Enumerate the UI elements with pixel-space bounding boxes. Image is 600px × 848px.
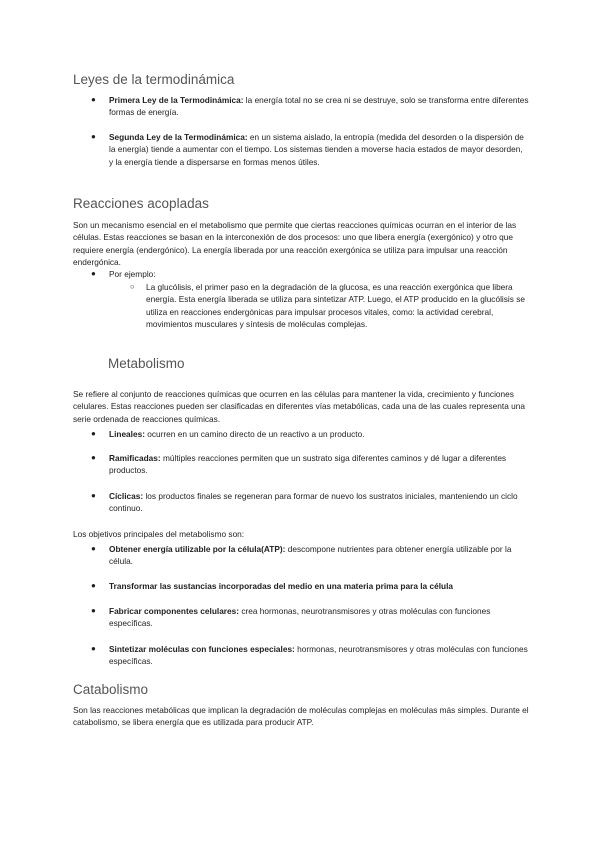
paragraph-objetivos-intro: Los objetivos principales del metabolismo son: [73,529,245,539]
heading-reacciones: Reacciones acopladas [73,196,209,211]
bullet-icon: ● [91,644,96,653]
heading-metabolismo: Metabolismo [108,356,185,371]
list-item-lineales: Lineales: ocurren en un camino directo de un reactivo a un producto. [109,429,365,439]
bullet-icon: ● [91,269,96,278]
list-item-obtener-energia: Obtener energía utilizable por la célula(ATP): descompone nutrientes para obtener energía utilizable por la célula. [109,544,512,567]
heading-leyes: Leyes de la termodinámica [73,72,235,87]
list-item-por-ejemplo: Por ejemplo: [109,269,156,279]
paragraph-reacciones: Son un mecanismo esencial en el metabolismo que permite que ciertas reacciones químicas ocurran en el interior de las células. Estas reacciones se basan en la interconexión de dos procesos: uno que libera energía (exergónico) y otro que requiere energía (endergónico). La energía liberada por una reacción exergónica se utiliza para impulsar una reacción endergónica. [73,220,517,267]
bullet-icon: ● [91,491,96,500]
list-item-primera-ley: Primera Ley de la Termodinámica: la energía total no se crea ni se destruye, solo se transforma entre diferentes formas de energía. [109,95,529,118]
list-item-ramificadas: Ramificadas: múltiples reacciones permiten que un sustrato siga diferentes caminos y dé lugar a diferentes productos. [109,453,507,476]
bullet-icon: ● [91,581,96,590]
paragraph-metabolismo: Se refiere al conjunto de reacciones químicas que ocurren en las células para mantener la vida, crecimiento y funciones celulares. Estas reacciones pueden ser clasificadas en diferentes vías metabólicas, cada una de las cuales representa una serie ordenada de reacciones químicas. [73,389,525,424]
bullet-icon: ● [91,95,96,104]
bullet-icon: ● [91,453,96,462]
hollow-bullet-icon: ○ [130,282,135,291]
list-item-transformar: Transformar las sustancias incorporadas del medio en una materia prima para la célula [109,581,453,591]
bullet-icon: ● [91,606,96,615]
list-item-segunda-ley: Segunda Ley de la Termodinámica: en un sistema aislado, la entropía (medida del desorden o la dispersión de la energía) tiende a aumentar con el tiempo. Los sistemas tienden a moverse hacia estados de mayor desorden, y la energía tiende a dispersarse en formas menos útiles. [109,132,524,167]
heading-catabolismo: Catabolismo [73,682,149,697]
bullet-icon: ● [91,544,96,553]
bullet-icon: ● [91,132,96,141]
list-item-ciclicas: Cíclicas: los productos finales se regeneran para formar de nuevo los sustratos iniciales, manteniendo un ciclo continuo. [109,491,518,514]
list-item-sintetizar: Sintetizar moléculas con funciones especiales: hormonas, neurotransmisores y otras moléculas con funciones específicas. [109,644,528,667]
bullet-icon: ● [91,429,96,438]
list-item-fabricar: Fabricar componentes celulares: crea hormonas, neurotransmisores y otras moléculas con funciones específicas. [109,606,491,629]
paragraph-catabolismo: Son las reacciones metabólicas que implican la degradación de moléculas complejas en moléculas más simples. Durante el catabolismo, se libera energía que es utilizada para producir ATP. [73,705,529,728]
sublist-item-glucolisis: La glucólisis, el primer paso en la degradación de la glucosa, es una reacción exergónica que libera energía. Esta energía liberada se utiliza para sintetizar ATP. Luego, el ATP producido en la glucólisis se utiliza en reacciones endergónicas para impulsar procesos vitales, como: la actividad cerebral, movimientos musculares y síntesis de moléculas complejas. [146,282,525,329]
